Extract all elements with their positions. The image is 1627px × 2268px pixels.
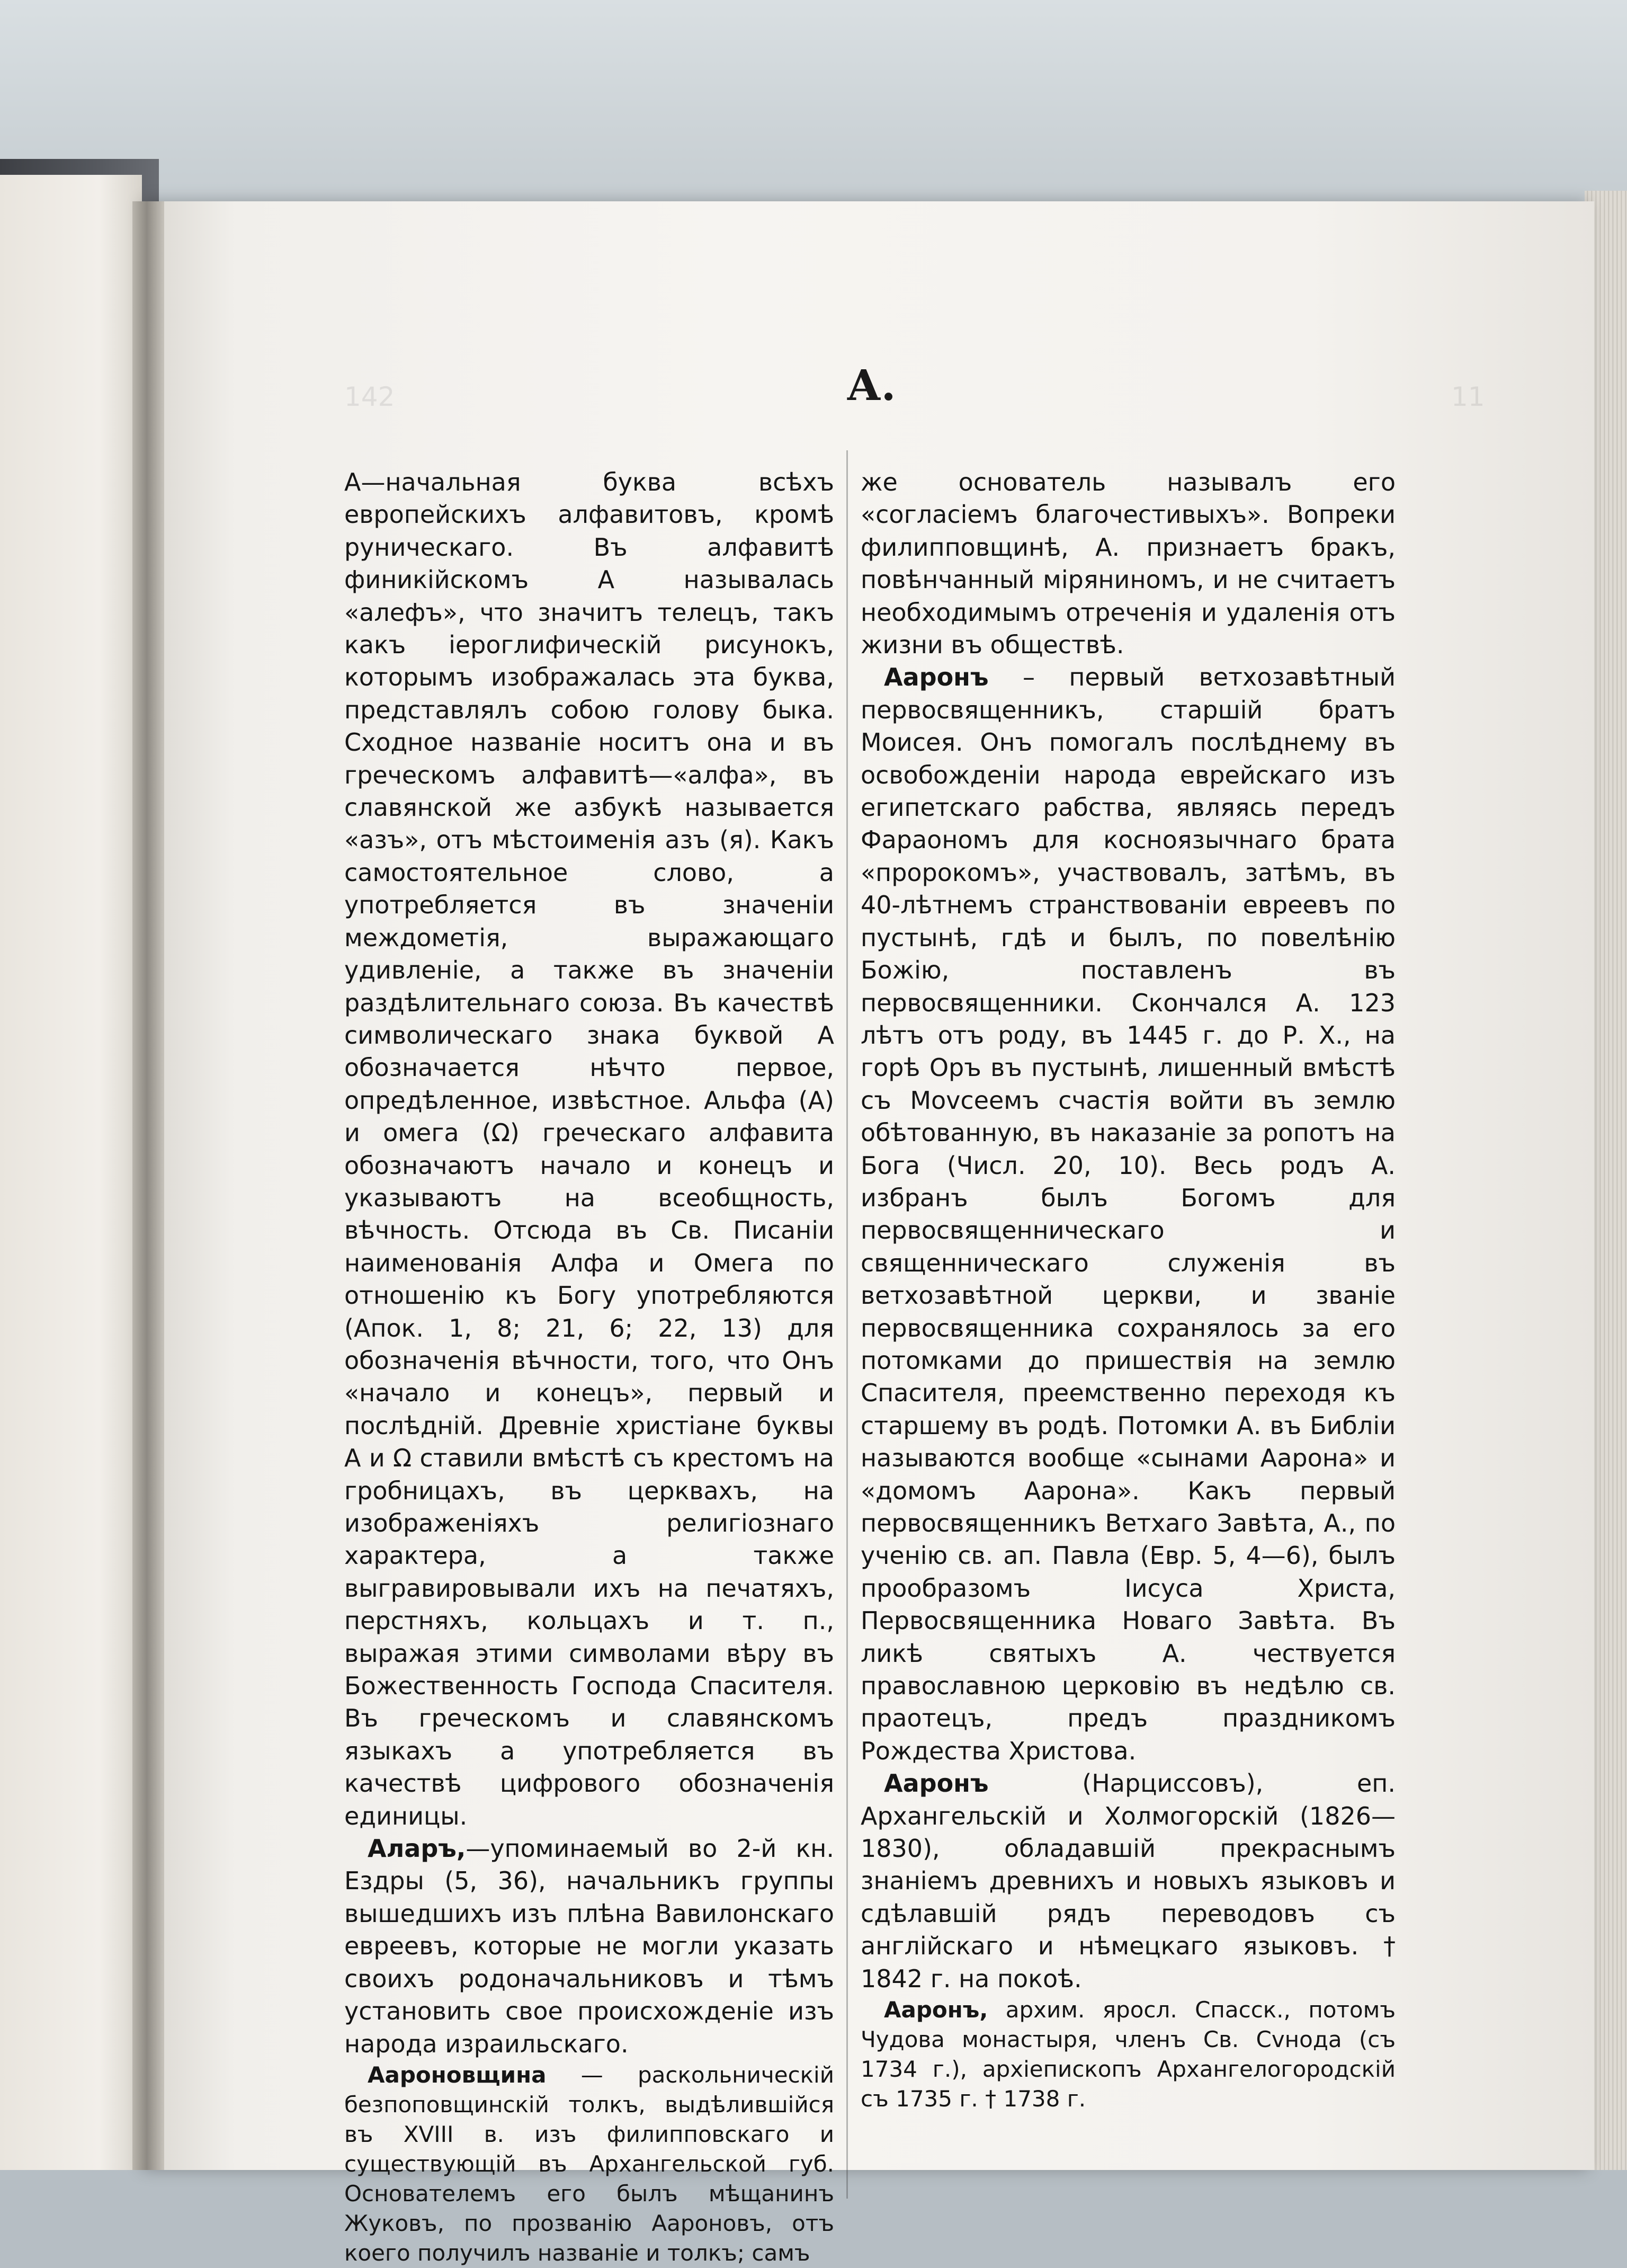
entry-term: Ааронъ xyxy=(884,663,989,692)
entry-term: Ааронъ xyxy=(884,1769,989,1798)
entry-text: —упоминаемый во 2-й кн. Ездры (5, 36), начальникъ группы вышедшихъ изъ плѣна Вавилонскаго евреевъ, которые не могли указать своихъ родоначальниковъ и тѣмъ установить свое происхожденіе изъ народа израильскаго. xyxy=(344,1834,834,2058)
entry-text: – первый ветхозавѣтный первосвященникъ, старшій братъ Моисея. Онъ помогалъ послѣднему въ освобожденіи народа еврейскаго изъ египетскаго рабства, являясь передъ Фараономъ для косноязычнаго брата «пророкомъ», участвовалъ, затѣмъ, въ 40-лѣтнемъ странствованіи евреевъ по пустынѣ, гдѣ и былъ, по повелѣнію Божію, поставленъ въ первосвященники. Скончался А. 123 лѣтъ отъ роду, въ 1445 г. до Р. Х., на горѣ Оръ въ пустынѣ, лишенный вмѣстѣ съ Моvсеемъ счастія войти въ землю обѣтованную, въ наказаніе за ропотъ на Бога (Числ. 20, 10). Весь родъ А. избранъ былъ Богомъ для первосвященническаго и священническаго служенія въ ветхозавѣтной церкви, и званіе первосвященника сохранялось за его потомками до пришествія на землю Спасителя, преемственно переходя къ старшему въ родѣ. Потомки А. въ Библіи называются вообще «сынами Аарона» и «домомъ Аарона». Какъ первый первосвященникъ Ветхаго Завѣта, А., по ученію св. ап. Павла (Евр. 5, 4—6), былъ прообразомъ Іисуса Христа, Первосвященника Новаго Завѣта. Въ ликѣ святыхъ А. чествуется православною церковію въ недѣлю св. праотецъ, предъ праздникомъ Рождества Христова. xyxy=(861,663,1396,1765)
entry-continuation xyxy=(861,466,1396,661)
entry-text: (Нарциссовъ), еп. Архангельскій и Холмогорскій (1826—1830), обладавшій прекраснымъ знаніемъ древнихъ и новыхъ языковъ и сдѣлавшій рядъ переводовъ съ англійскаго и нѣмецкаго языковъ. † 1842 г. на покоѣ. xyxy=(861,1769,1396,1993)
entry-aaron-3 xyxy=(861,1995,1396,2114)
page-heading: А. xyxy=(846,360,896,410)
column-divider xyxy=(846,450,848,2199)
entry-term: Аароновщина xyxy=(368,2061,547,2088)
entry-term: Аларъ, xyxy=(368,1834,466,1863)
left-page-edge xyxy=(0,175,142,2170)
left-column xyxy=(344,466,834,2268)
entry-aaron-1 xyxy=(861,661,1396,1767)
bleed-through-folio-right: 11 xyxy=(1451,381,1485,412)
entry-term: Ааронъ, xyxy=(884,1997,988,2023)
entry-text: же основатель называлъ его «согласіемъ благочестивыхъ». Вопреки филипповщинѣ, А. признаетъ бракъ, повѣнчанный міряниномъ, и не считаетъ необходимымъ отреченія и удаленія отъ жизни въ обществѣ. xyxy=(861,468,1396,660)
entry-a xyxy=(344,466,834,1833)
entry-text: архим. яросл. Спасск., потомъ Чудова монастыря, членъ Св. Сvнода (съ 1734 г.), архіепископъ Архангелогородскій съ 1735 г. † 1738 г. xyxy=(861,1997,1396,2112)
entry-text: А—начальная буква всѣхъ европейскихъ алфавитовъ, кромѣ руническаго. Въ алфавитѣ финикійскомъ А называлась «алефъ», что значитъ телецъ, такъ какъ іероглифическій рисунокъ, которымъ изображалась эта буква, представлялъ собою голову быка. Сходное названіе носитъ она и въ греческомъ алфавитѣ—«алфа», въ славянской же азбукѣ называется «азъ», отъ мѣстоименія азъ (я). Какъ самостоятельное слово, а употребляется въ значеніи междометія, выражающаго удивленіе, а также въ значеніи раздѣлительнаго союза. Въ качествѣ символическаго знака буквой А обозначается нѣчто первое, опредѣленное, извѣстное. Альфа (А) и омега (Ω) греческаго алфавита обозначаютъ начало и конецъ и указываютъ на всеобщность, вѣчность. Отсюда въ Св. Писаніи наименованія Алфа и Омега по отношенію къ Богу употребляются (Апок. 1, 8; 21, 6; 22, 13) для обозначенія вѣчности, того, что Онъ «начало и конецъ», первый и послѣдній. Древніе христіане буквы А и Ω ставили вмѣстѣ съ крестомъ на гробницахъ, въ церквахъ, на изображеніяхъ религіознаго характера, а также выгравировывали ихъ на печатяхъ, перстняхъ, кольцахъ и т. п., выражая этими символами вѣру въ Божественность Господа Спасителя. Въ греческомъ и славянскомъ языкахъ а употребляется въ качествѣ цифрового обозначенія единицы. xyxy=(344,468,834,1830)
entry-aaron-2 xyxy=(861,1767,1396,1995)
right-column xyxy=(861,466,1396,2114)
entry-aalar xyxy=(344,1833,834,2060)
book-gutter xyxy=(132,201,164,2170)
bleed-through-folio-left: 142 xyxy=(344,381,395,412)
book-page xyxy=(148,201,1594,2266)
entry-text: — раскольническій безпоповщинскій толкъ, выдѣлившійся въ XVIII в. изъ филипповскаго и существующій въ Архангельской губ. Основателемъ его былъ мѣщанинъ Жуковъ, по прозванію Аароновъ, отъ коего получилъ названіе и толкъ; самъ xyxy=(344,2061,834,2266)
entry-aaronovshchina xyxy=(344,2060,834,2268)
